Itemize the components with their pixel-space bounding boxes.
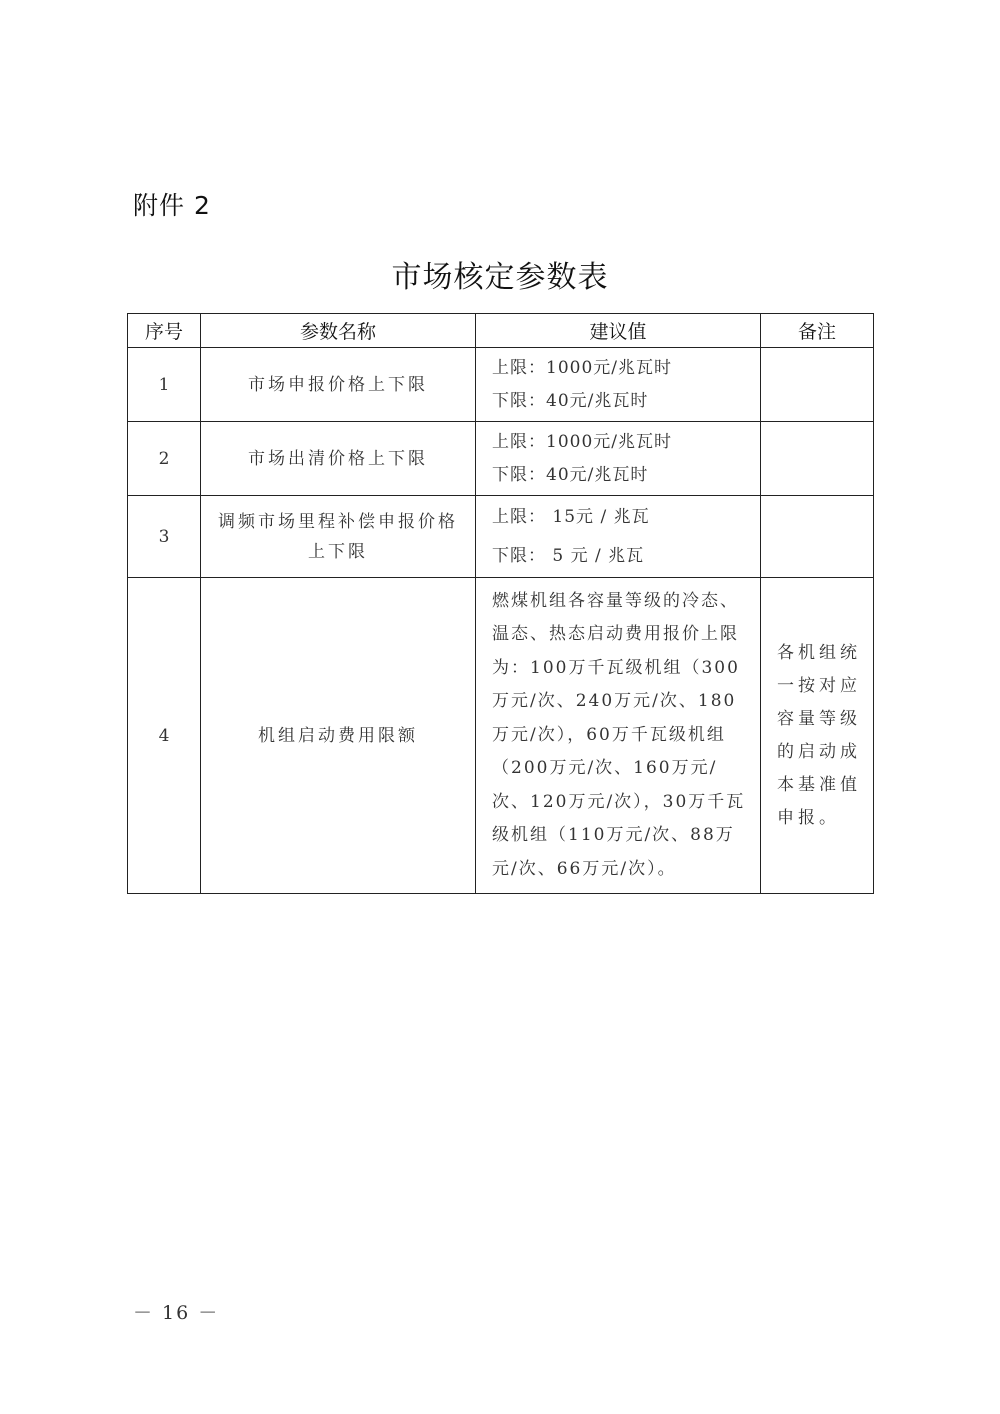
header-no: 序号 xyxy=(128,314,201,348)
table-row xyxy=(128,496,874,578)
page-title: 市场核定参数表 xyxy=(391,260,609,295)
suggested-value xyxy=(476,496,761,578)
row-number: 3 xyxy=(128,496,201,578)
lower-limit: 下限：40元/兆瓦时 xyxy=(492,390,649,411)
suggested-value xyxy=(476,422,761,496)
remark: 各机组统一按对应容量等级的启动成本基准值申报。 xyxy=(761,578,874,894)
parameter-name: 市场申报价格上下限 xyxy=(201,348,476,422)
row-number: 1 xyxy=(128,348,201,422)
parameter-name: 机组启动费用限额 xyxy=(201,578,476,894)
page-number: － 16 － xyxy=(133,1302,220,1324)
parameter-table xyxy=(127,313,874,894)
header-note: 备注 xyxy=(761,314,874,348)
upper-limit: 上限：1000元/兆瓦时 xyxy=(492,357,672,378)
upper-limit: 上限： 15元 / 兆瓦 xyxy=(492,506,650,527)
remark xyxy=(761,422,874,496)
remark xyxy=(761,496,874,578)
lower-limit: 下限：40元/兆瓦时 xyxy=(492,464,649,485)
remark xyxy=(761,348,874,422)
table-row xyxy=(128,348,874,422)
row-number: 2 xyxy=(128,422,201,496)
table-header-row xyxy=(128,314,874,348)
upper-limit: 上限：1000元/兆瓦时 xyxy=(492,431,672,452)
lower-limit: 下限： 5 元 / 兆瓦 xyxy=(492,545,645,566)
parameter-name: 调频市场里程补偿申报价格上下限 xyxy=(201,496,476,578)
header-name: 参数名称 xyxy=(201,314,476,348)
parameter-name: 市场出清价格上下限 xyxy=(201,422,476,496)
table-row xyxy=(128,578,874,894)
suggested-value: 燃煤机组各容量等级的冷态、温态、热态启动费用报价上限为：100万千瓦级机组（300万元/次、240万元/次、180万元/次），60万千瓦级机组（200万元/次、160万元/次、120万元/次），30万千瓦级机组（110万元/次、88万元/次、66万元/次）。 xyxy=(476,578,761,894)
attachment-label: 附件 2 xyxy=(133,191,211,220)
table-row xyxy=(128,422,874,496)
header-value: 建议值 xyxy=(476,314,761,348)
suggested-value xyxy=(476,348,761,422)
row-number: 4 xyxy=(128,578,201,894)
